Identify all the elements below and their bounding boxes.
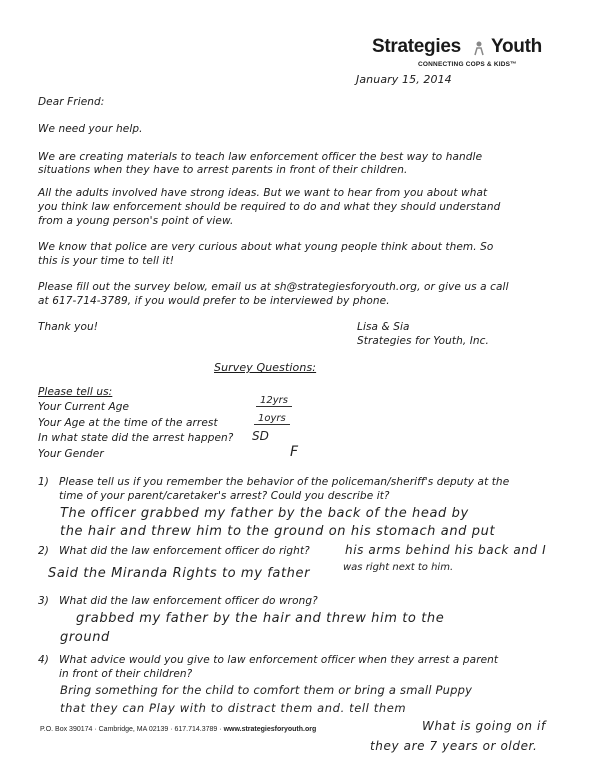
logo-icon: [472, 40, 486, 60]
question-4-line-2: in front of their children?: [59, 668, 193, 680]
question-1-line-1: Please tell us if you remember the behavior of the policeman/sheriff's deputy at the: [59, 476, 510, 488]
brand-name: [372, 36, 461, 58]
paragraph-5-line-2: at 617-714-3789, if you would prefer to be interviewed by phone.: [38, 295, 390, 307]
thank-you: Thank you!: [38, 321, 99, 333]
question-3-number: 3): [38, 595, 49, 607]
answer-4-line-1: Bring something for the child to comfort them or bring a small Puppy: [60, 683, 473, 697]
question-1-line-2: time of your parent/caretaker's arrest? Could you describe it?: [59, 490, 390, 502]
question-2-line-1: What did the law enforcement officer do right?: [59, 545, 310, 557]
question-3-line-1: What did the law enforcement officer do wrong?: [59, 595, 318, 607]
field-state-value: SD: [252, 429, 269, 443]
field-gender-value: F: [290, 444, 299, 460]
answer-1-line-2: the hair and threw him to the ground on his stomach and put: [60, 524, 496, 539]
field-arrest-age-label: Your Age at the time of the arrest: [38, 417, 218, 429]
paragraph-4-line-2: this is your time to tell it!: [38, 255, 175, 267]
paragraph-4-line-1: We know that police are very curious about what young people think about them. So: [38, 241, 494, 253]
paragraph-1: We need your help.: [38, 123, 143, 135]
paragraph-3-line-2: you think law enforcement should be required to do and what they should understand: [38, 201, 501, 213]
please-tell-us: Please tell us:: [38, 386, 113, 398]
field-arrest-age-value: 1oyrs: [254, 413, 290, 425]
greeting: Dear Friend:: [38, 96, 105, 108]
question-1-number: 1): [38, 476, 49, 488]
paragraph-3-line-1: All the adults involved have strong ideas. But we want to hear from you about what: [38, 187, 488, 199]
letter-date: January 15, 2014: [356, 73, 452, 86]
question-4-line-1: What advice would you give to law enforcement officer when they arrest a parent: [59, 654, 499, 666]
answer-2-line-2: Said the Miranda Rights to my father: [48, 566, 311, 581]
answer-1-line-1: The officer grabbed my father by the back of the head by: [60, 506, 469, 521]
answer-2-line-3: was right next to him.: [343, 562, 454, 573]
answer-4-line-3: What is going on if: [422, 719, 546, 733]
field-gender-label: Your Gender: [38, 448, 104, 460]
footer: [40, 726, 316, 733]
paragraph-2-line-2: situations when they have to arrest parents in front of their children.: [38, 164, 408, 176]
signature-org: Strategies for Youth, Inc.: [357, 335, 489, 347]
survey-title: Survey Questions:: [214, 361, 317, 374]
field-current-age-value: 12yrs: [256, 395, 292, 407]
paragraph-5-line-1: Please fill out the survey below, email us at sh@strategiesforyouth.org, or give us a call: [38, 281, 509, 293]
answer-4-line-2: that they can Play with to distract them and. tell them: [60, 701, 407, 715]
brand-name-left: Strategies: [372, 36, 461, 57]
paragraph-3-line-3: from a young person's point of view.: [38, 215, 234, 227]
answer-3-line-2: ground: [60, 630, 110, 645]
question-2-number: 2): [38, 545, 49, 557]
answer-4-line-4: they are 7 years or older.: [370, 739, 538, 753]
signature-names: Lisa & Sia: [357, 321, 410, 333]
answer-3-line-1: grabbed my father by the hair and threw him to the: [76, 611, 445, 626]
field-current-age-label: Your Current Age: [38, 401, 130, 413]
footer-address: P.O. Box 390174 · Cambridge, MA 02139 · 617.714.3789 ·: [40, 726, 222, 733]
answer-2-line-1: his arms behind his back and I: [345, 543, 547, 557]
field-state-label: In what state did the arrest happen?: [38, 432, 234, 444]
question-4-number: 4): [38, 654, 49, 666]
footer-website[interactable]: www.strategiesforyouth.org: [223, 726, 317, 733]
brand-name-right: Youth: [491, 36, 542, 57]
paragraph-2-line-1: We are creating materials to teach law enforcement officer the best way to handle: [38, 151, 483, 163]
brand-tagline: CONNECTING COPS & KIDS™: [418, 61, 517, 68]
